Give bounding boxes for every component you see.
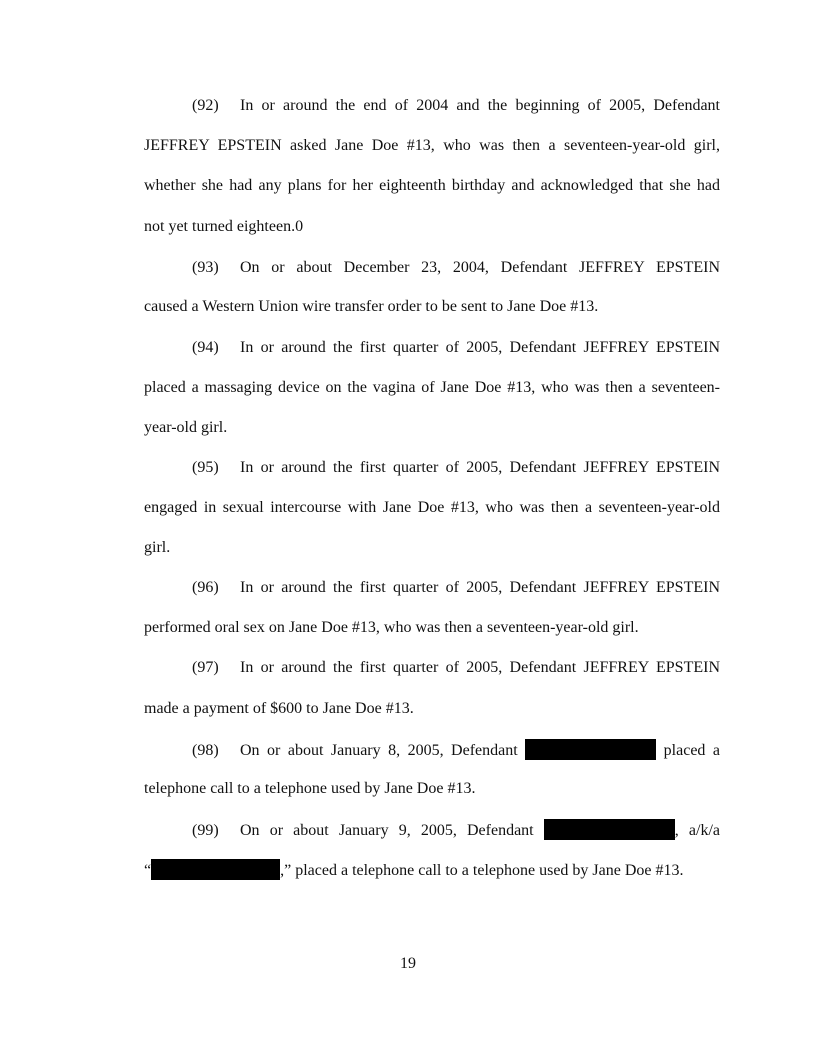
redaction-block [525,739,656,760]
paragraph-96-line-1 [144,578,720,598]
paragraph-93-line-1 [144,258,720,278]
paragraph-94-line-1 [144,338,720,358]
paragraph-text: In or around the first quarter of 2005, Defendant JEFFREY EPSTEIN [240,659,720,676]
paragraph-number: (98) [192,742,219,759]
paragraph-94-line-2: placed a massaging device on the vagina of Jane Doe #13, who was then a seventeen- [144,379,720,396]
paragraph-text: On or about December 23, 2004, Defendant JEFFREY EPSTEIN [240,259,720,276]
paragraph-number: (96) [192,579,219,596]
paragraph-text: In or around the first quarter of 2005, Defendant JEFFREY EPSTEIN [240,579,720,596]
redaction-block [544,819,675,840]
open-quote: “ [144,862,152,879]
paragraph-text: placed a [663,742,721,759]
paragraph-text: On or about January 8, 2005, Defendant [240,742,518,759]
paragraph-97-line-1 [144,658,720,678]
paragraph-text: On or about January 9, 2005, Defendant [240,822,534,839]
redaction-block [151,859,280,880]
paragraph-text: In or around the end of 2004 and the beginning of 2005, Defendant [240,97,720,114]
paragraph-98-line-2: telephone call to a telephone used by Jane Doe #13. [144,780,476,797]
paragraph-99-line-2 [144,859,720,881]
paragraph-92-line-3: whether she had any plans for her eighteenth birthday and acknowledged that she had [144,177,720,194]
paragraph-96-line-2: performed oral sex on Jane Doe #13, who was then a seventeen-year-old girl. [144,619,639,636]
paragraph-number: (95) [192,459,219,476]
paragraph-number: (93) [192,259,219,276]
paragraph-text: ,” placed a telephone call to a telephone used by Jane Doe #13. [280,862,684,879]
paragraph-number: (97) [192,659,219,676]
paragraph-92-line-2: JEFFREY EPSTEIN asked Jane Doe #13, who was then a seventeen-year-old girl, [144,137,720,154]
paragraph-text: , a/k/a [674,822,721,839]
paragraph-93-line-2: caused a Western Union wire transfer order to be sent to Jane Doe #13. [144,298,599,315]
paragraph-number: (92) [192,97,219,114]
paragraph-number: (99) [192,822,219,839]
paragraph-92-line-4: not yet turned eighteen.0 [144,218,304,235]
paragraph-95-line-2: engaged in sexual intercourse with Jane Doe #13, who was then a seventeen-year-old [144,499,720,516]
paragraph-text: In or around the first quarter of 2005, Defendant JEFFREY EPSTEIN [240,459,720,476]
paragraph-99-line-1 [144,819,720,841]
paragraph-95-line-1 [144,458,720,478]
paragraph-text: In or around the first quarter of 2005, Defendant JEFFREY EPSTEIN [240,339,720,356]
paragraph-94-line-3: year-old girl. [144,419,228,436]
paragraph-95-line-3: girl. [144,539,171,556]
paragraph-92-line-1 [144,96,720,116]
paragraph-97-line-2: made a payment of $600 to Jane Doe #13. [144,700,414,717]
paragraph-98-line-1 [144,739,720,761]
page-number: 19 [400,955,416,972]
paragraph-number: (94) [192,339,219,356]
